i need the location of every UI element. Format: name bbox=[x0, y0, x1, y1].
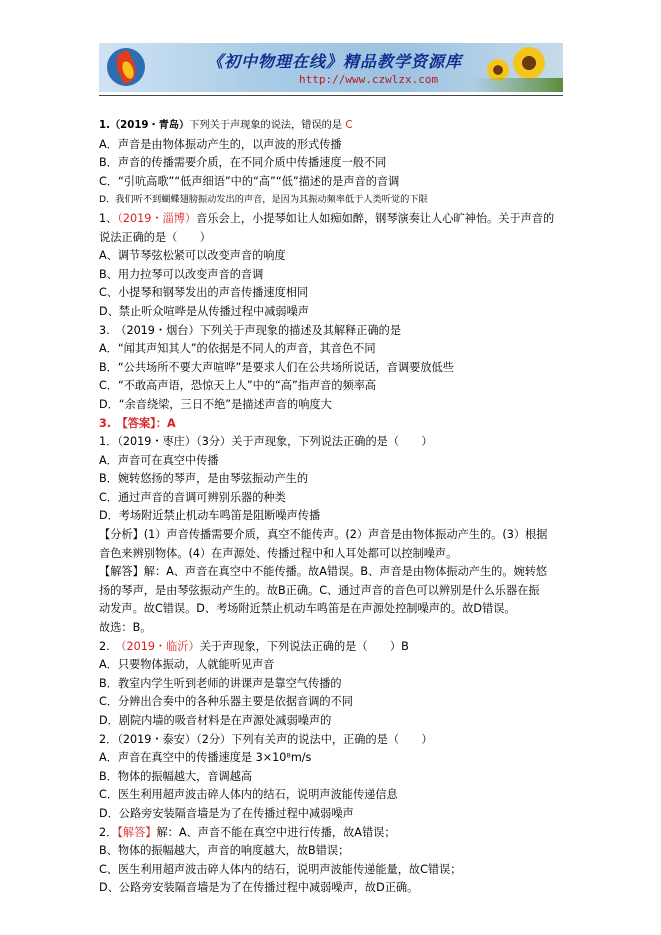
question-stem: 1.（2019・青岛）下列关于声现象的说法，错误的是 C bbox=[99, 120, 353, 131]
option-b: B．声音的传播需要介质，在不同介质中传播速度一般不同 bbox=[99, 156, 387, 170]
option-a: A．只要物体振动，人就能听见声音 bbox=[99, 658, 275, 672]
document-body bbox=[99, 117, 569, 898]
option-a: A．声音可在真空中传播 bbox=[99, 453, 219, 467]
question-stem: 3. （2019・烟台）下列关于声现象的描述及其解释正确的是 bbox=[99, 323, 402, 337]
option-b: B．物体的振幅越大，音调越高 bbox=[99, 769, 253, 783]
option-c: C、小提琴和钢琴发出的声音传播速度相同 bbox=[99, 286, 309, 300]
option-d: D．我们听不到蝴蝶翅膀振动发出的声音，是因为其振动频率低于人类听觉的下限 bbox=[99, 194, 428, 206]
leaf-decoration bbox=[473, 78, 563, 92]
question-stem-cont: 说法正确的是（ ） bbox=[99, 230, 211, 244]
solution-text: B、物体的振幅越大，声音的响度越大，故B错误； bbox=[99, 844, 350, 858]
solution-text: 2．【解答】解：A、声音不能在真空中进行传播，故A错误； bbox=[99, 825, 396, 839]
choice-line: 故选：B。 bbox=[99, 621, 152, 635]
answer-line: 3. 【答案】：A bbox=[99, 416, 176, 430]
option-c: C．通过声音的音调可辨别乐器的种类 bbox=[99, 490, 286, 504]
option-b: B．婉转悠扬的琴声，是由琴弦振动产生的 bbox=[99, 472, 309, 486]
option-a: A．“闻其声知其人”的依据是不同人的声音，其音色不同 bbox=[99, 342, 376, 356]
banner-url: http://www.czwlzx.com bbox=[299, 73, 439, 86]
analysis-text: 【分析】(1）声音传播需要介质，真空不能传声。(2）声音是由物体振动产生的。(3）根据 bbox=[99, 528, 548, 542]
question-stem: 1、（2019・淄博）音乐会上，小提琴如让人如痴如醉，钢琴演奏让人心旷神怡。关于声音的 bbox=[99, 211, 555, 225]
option-b: B．“公共场所不要大声喧哗”是要求人们在公共场所说话，音调要放低些 bbox=[99, 360, 454, 374]
question-stem: 2. （2019・临沂）关于声现象，下列说法正确的是（ ）B bbox=[99, 639, 409, 653]
option-d: D．“余音绕梁，三日不绝”是描述声音的响度大 bbox=[99, 397, 332, 411]
option-d: D．剧院内墙的吸音材料是在声源处减弱噪声的 bbox=[99, 714, 332, 727]
option-c: C．“不敢高声语，恐惊天上人”中的“高”指声音的频率高 bbox=[99, 379, 377, 393]
solution-text: D、公路旁安装隔音墙是为了在传播过程中减弱噪声，故D正确。 bbox=[99, 881, 419, 895]
option-d: D．考场附近禁止机动车鸣笛是阻断噪声传播 bbox=[99, 509, 321, 523]
question-stem: 1．（2019・枣庄）（3分）关于声现象，下列说法正确的是（ ） bbox=[99, 435, 433, 449]
option-c: C．“引吭高歌”“低声细语”中的“高”“低”描述的是声音的音调 bbox=[99, 174, 400, 188]
option-d: D、禁止听众喧哗是从传播过程中减弱噪声 bbox=[99, 304, 309, 318]
option-c: C．分辨出合奏中的各种乐器主要是依据音调的不同 bbox=[99, 695, 353, 709]
solution-text: 【解答】解：A、声音在真空中不能传播。故A错误。B、声音是由物体振动产生的。婉转悠 bbox=[99, 565, 548, 579]
option-a: A．声音是由物体振动产生的，以声波的形式传播 bbox=[99, 137, 342, 151]
analysis-text: 音色来辨别物体。(4）在声源处、传播过程中和人耳处都可以控制噪声。 bbox=[99, 546, 458, 560]
solution-text: C、医生利用超声波击碎人体内的结石，说明声波能传递能量，故C错误； bbox=[99, 862, 462, 876]
sunflower-icon bbox=[513, 47, 545, 79]
option-c: C．医生利用超声波击碎人体内的结石，说明声波能传递信息 bbox=[99, 788, 398, 802]
option-a: A、调节琴弦松紧可以改变声音的响度 bbox=[99, 249, 286, 263]
option-d: D．公路旁安装隔音墙是为了在传播过程中减弱噪声 bbox=[99, 806, 354, 820]
option-b: B、用力拉琴可以改变声音的音调 bbox=[99, 267, 264, 281]
header-banner bbox=[99, 43, 563, 92]
banner-title: 《初中物理在线》精品教学资源库 bbox=[207, 52, 463, 71]
option-b: B．教室内学生听到老师的讲课声是靠空气传播的 bbox=[99, 676, 342, 690]
header-divider bbox=[99, 95, 563, 96]
solution-text: 扬的琴声，是由琴弦振动产生的。故B正确。C、通过声音的音色可以辨别是什么乐器在振 bbox=[99, 583, 540, 597]
solution-text: 动发声。故C错误。D、考场附近禁止机动车鸣笛是在声源处控制噪声的。故D错误。 bbox=[99, 602, 516, 616]
question-stem: 2．（2019・泰安）（2分）下列有关声的说法中，正确的是（ ） bbox=[99, 732, 433, 746]
option-a: A．声音在真空中的传播速度是 3×10⁸m/s bbox=[99, 751, 312, 765]
